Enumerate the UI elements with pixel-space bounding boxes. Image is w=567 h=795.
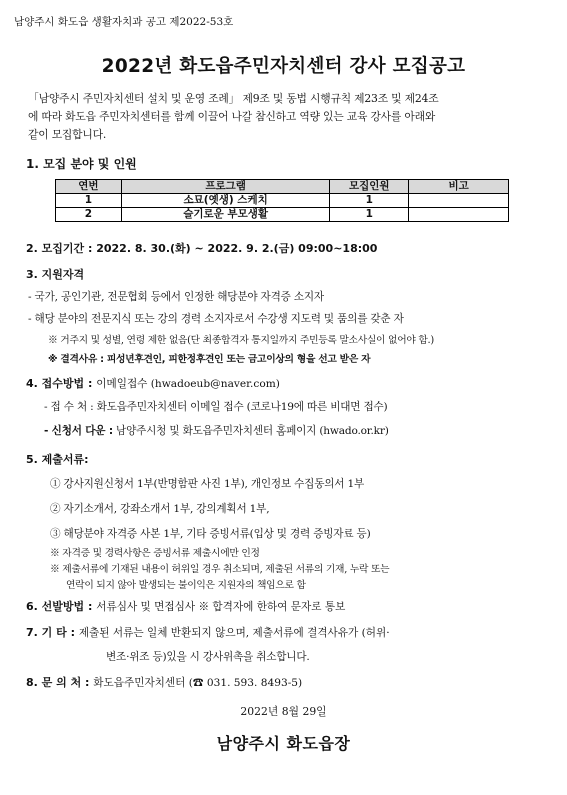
table-header-cell: 모집인원 [330,180,409,194]
reception-line: - 접 수 처 : 화도읍주민자치센터 이메일 접수 (코로나19에 따른 비대면 접수) [44,401,388,413]
email-value: 이메일접수 (hwadoeub@naver.com) [96,378,280,390]
disqualification-note: ※ 결격사유 : 피성년후견인, 피한정후견인 또는 금고이상의 형을 선고 받은 자 [48,354,371,365]
section-2-period: 2. 모집기간 : 2022. 8. 30.(화) ~ 2022. 9. 2.(금) 09:00~18:00 [26,242,378,255]
table-header-cell: 연번 [56,180,122,194]
notice-number: 남양주시 화도읍 생활자치과 공고 제2022-53호 [14,16,234,28]
table-cell: 1 [330,194,409,208]
qualification-line: - 국가, 공인기관, 전문협회 등에서 인정한 해당분야 자격증 소지자 [28,291,324,303]
download-label: - 신청서 다운 : [44,425,113,437]
section-4-label: 4. 접수방법 : [26,377,93,390]
document-note: 연락이 되지 않아 발생되는 불이익은 지원자의 책임으로 함 [66,580,306,591]
table-row [56,194,509,208]
intro-line: 에 따라 화도읍 주민자치센터를 함께 이끌어 나갈 참신하고 역량 있는 교육 강사를 아래와 [28,110,436,123]
table-cell: 1 [330,208,409,222]
table-header-row [56,180,509,194]
recruitment-table [55,179,509,222]
contact-value: 화도읍주민자치센터 (☎ 031. 593. 8493-5) [93,677,303,689]
selection-method: 서류심사 및 면접심사 ※ 합격자에 한하여 문자로 통보 [96,601,346,613]
table-cell [409,194,509,208]
document-item: ③ 해당분야 자격증 사본 1부, 기타 증빙서류(입상 및 경력 증빙자료 등) [50,528,371,540]
section-8-heading [26,674,302,690]
table-header-cell: 비고 [409,180,509,194]
intro-line: 「남양주시 주민자치센터 설치 및 운영 조례」 제9조 및 동법 시행규칙 제23조 및 제24조 [28,92,439,105]
table-row [56,208,509,222]
section-8-label: 8. 문 의 처 : [26,676,90,689]
page-title: 2022년 화도읍주민자치센터 강사 모집공고 [101,56,466,77]
document-item: ② 자기소개서, 강좌소개서 1부, 강의계획서 1부, [50,503,270,515]
download-line [44,423,389,438]
document-note: ※ 제출서류에 기재된 내용이 허위일 경우 취소되며, 제출된 서류의 기재, 누락 또는 [50,564,390,575]
document-item: ① 강사지원신청서 1부(반명함판 사진 1부), 개인정보 수집동의서 1부 [50,478,365,490]
section-3-heading: 3. 지원자격 [26,268,85,281]
issuing-organization: 남양주시 화도읍장 [216,734,351,753]
table-cell: 소묘(옛생) 스케치 [121,194,330,208]
qualification-line: - 해당 분야의 전문지식 또는 강의 경력 소지자로서 수강생 지도력 및 품의를 갖춘 자 [28,313,404,325]
section-6-label: 6. 선발방법 : [26,600,93,613]
qualification-note: ※ 거주지 및 성별, 연령 제한 없음(단 최종합격자 통지일까지 주민등록 말소사실이 없어야 함.) [48,335,434,346]
section-1-heading: 1. 모집 분야 및 인원 [26,157,137,171]
section-7-label: 7. 기 타 : [26,626,75,639]
section-7-heading [26,624,390,640]
table-cell: 1 [56,194,122,208]
download-value: 남양주시청 및 화도읍주민자치센터 홈페이지 (hwado.or.kr) [116,425,389,437]
table-cell: 슬기로운 부모생활 [121,208,330,222]
section-4-heading [26,375,280,391]
etc-line: 제출된 서류는 일체 반환되지 않으며, 제출서류에 결격사유가 (허위· [78,627,390,639]
table-cell [409,208,509,222]
notice-date: 2022년 8월 29일 [240,705,327,718]
section-6-heading [26,598,345,614]
section-5-heading: 5. 제출서류: [26,453,89,466]
etc-line: 변조·위조 등)있을 시 강사위촉을 취소합니다. [106,651,310,663]
intro-line: 같이 모집합니다. [28,128,107,141]
table-cell: 2 [56,208,122,222]
table-header-cell: 프로그램 [121,180,330,194]
document-note: ※ 자격증 및 경력사항은 증빙서류 제출시에만 인정 [50,548,260,559]
